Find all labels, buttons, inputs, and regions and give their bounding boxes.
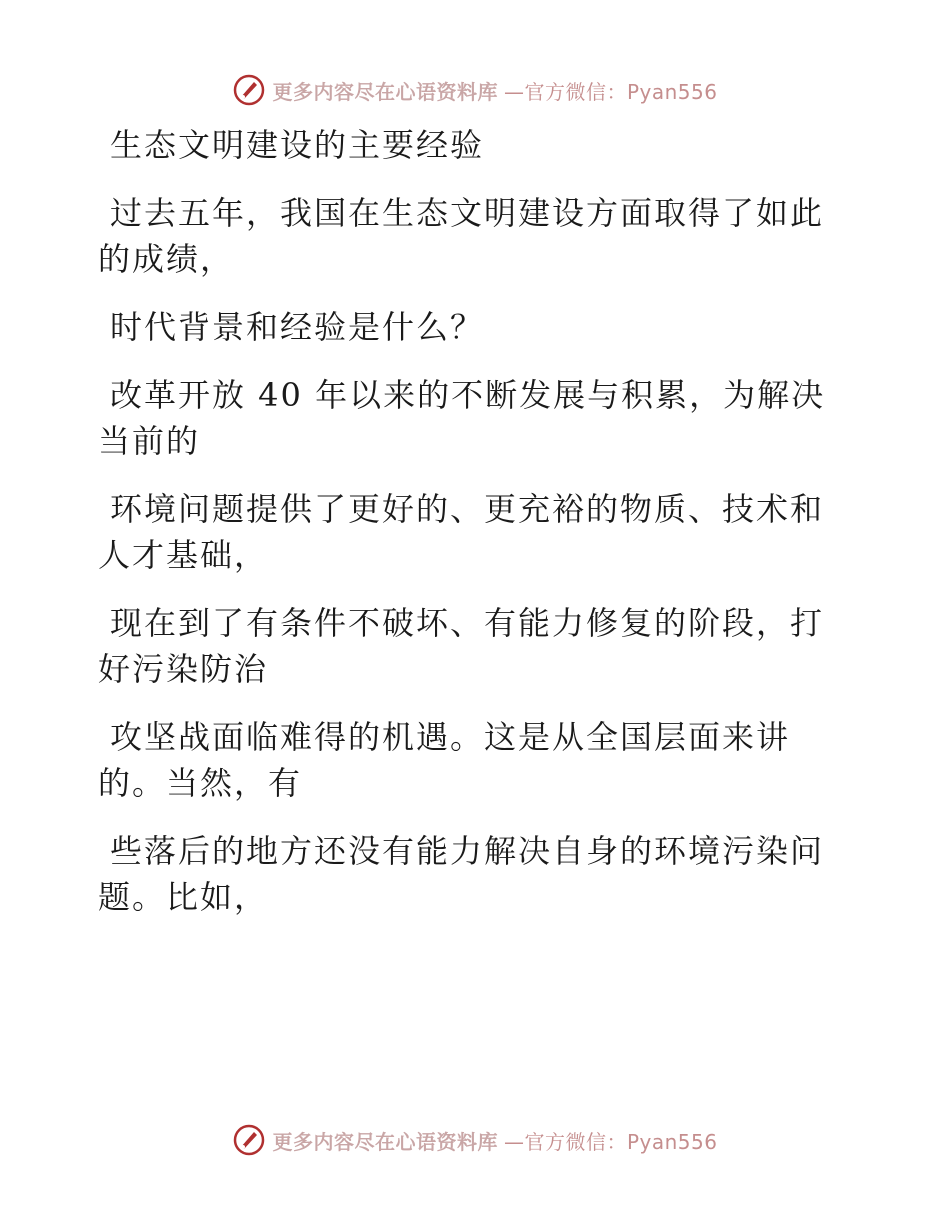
banner-brand-text: 更多内容尽在心语资料库 (272, 1129, 498, 1154)
paragraph-line: 过去五年，我国在生态文明建设方面取得了如此 (110, 194, 825, 232)
paragraph (98, 486, 838, 578)
paragraph-line: 改革开放 40 年以来的不断发展与积累，为解决 (110, 376, 826, 414)
pen-nib-logo-icon (232, 73, 266, 107)
paragraph-line: 好污染防治 (98, 650, 269, 688)
paragraph (98, 714, 838, 806)
paragraph-line: 人才基础， (98, 536, 269, 574)
document-title: 生态文明建设的主要经验 (110, 126, 485, 164)
paragraph-line: 攻坚战面临难得的机遇。这是从全国层面来讲 (110, 718, 791, 756)
paragraph-line: 的。当然，有 (98, 764, 303, 802)
paragraph-line: 的成绩， (98, 240, 235, 278)
paragraph-line: 时代背景和经验是什么？ (110, 308, 485, 346)
footer-banner (0, 1120, 950, 1160)
paragraph (98, 190, 838, 282)
paragraph-line: 现在到了有条件不破坏、有能力修复的阶段，打 (110, 604, 825, 642)
paragraph-line: 些落后的地方还没有能力解决自身的环境污染问 (110, 832, 825, 870)
paragraph-line: 题。比如， (98, 878, 269, 916)
paragraph (98, 828, 838, 920)
paragraph (98, 372, 838, 464)
banner-brand-text: 更多内容尽在心语资料库 (272, 79, 498, 104)
header-banner (0, 70, 950, 110)
pen-nib-logo-icon (232, 1123, 266, 1157)
paragraph (98, 600, 838, 692)
banner-wechat-text: —官方微信：Pyan556 (503, 79, 718, 104)
paragraph (98, 304, 838, 350)
paragraph-line: 当前的 (98, 422, 201, 460)
banner-wechat-text: —官方微信：Pyan556 (503, 1129, 718, 1154)
paragraph-line: 环境问题提供了更好的、更充裕的物质、技术和 (110, 490, 825, 528)
document-body (98, 122, 838, 942)
